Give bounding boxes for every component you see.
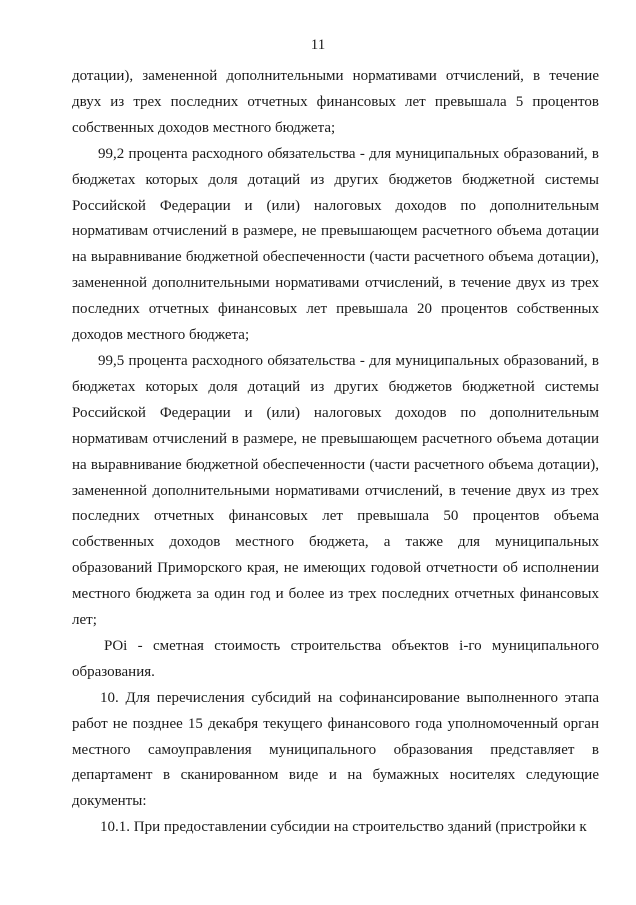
paragraph-99-2-percent: 99,2 процента расходного обязательства - для муниципальных образований, в бюджетах которых доля дотаций из других бюджетов бюджетной системы Российской Федерации и (или) налоговых доходов по дополнительным нормативам отчислений в размере, не превышающем расчетного объема дотации на выравнивание бюджетной обеспеченности (части расчетного объема дотации), замененной дополнительными нормативами отчислений, в течение двух из трех последних отчетных финансовых лет превышала 20 процентов собственных доходов местного бюджета; bbox=[72, 145, 599, 344]
paragraph-poi-definition: POi - сметная стоимость строительства объектов i-го муниципального образования. bbox=[72, 637, 599, 680]
paragraph-item-10-1: 10.1. При предоставлении субсидии на строительство зданий (пристройки к bbox=[100, 819, 587, 836]
page-number: 11 bbox=[310, 37, 326, 53]
paragraph-item-10: 10. Для перечисления субсидий на софинансирование выполненного этапа работ не позднее 15 декабря текущего финансового года уполномоченный орган местного самоуправления муниципального образования представляет в департамент в сканированном виде и на бумажных носителях следующие документы: bbox=[72, 689, 599, 810]
paragraph-continuation: дотации), замененной дополнительными нормативами отчислений, в течение двух из трех последних отчетных финансовых лет превышала 5 процентов собственных доходов местного бюджета; bbox=[72, 68, 599, 136]
paragraph-99-5-percent: 99,5 процента расходного обязательства - для муниципальных образований, в бюджетах которых доля дотаций из других бюджетов бюджетной системы Российской Федерации и (или) налоговых доходов по дополнительным нормативам отчислений в размере, не превышающем расчетного объема дотации на выравнивание бюджетной обеспеченности (части расчетного объема дотации), замененной дополнительными нормативами отчислений, в течение двух из трех последних отчетных финансовых лет превышала 50 процентов объема собственных доходов местного бюджета, а также для муниципальных образований Приморского края, не имеющих годовой отчетности об исполнении местного бюджета за один год и более из трех последних отчетных финансовых лет; bbox=[72, 352, 599, 629]
document-body bbox=[72, 64, 599, 841]
